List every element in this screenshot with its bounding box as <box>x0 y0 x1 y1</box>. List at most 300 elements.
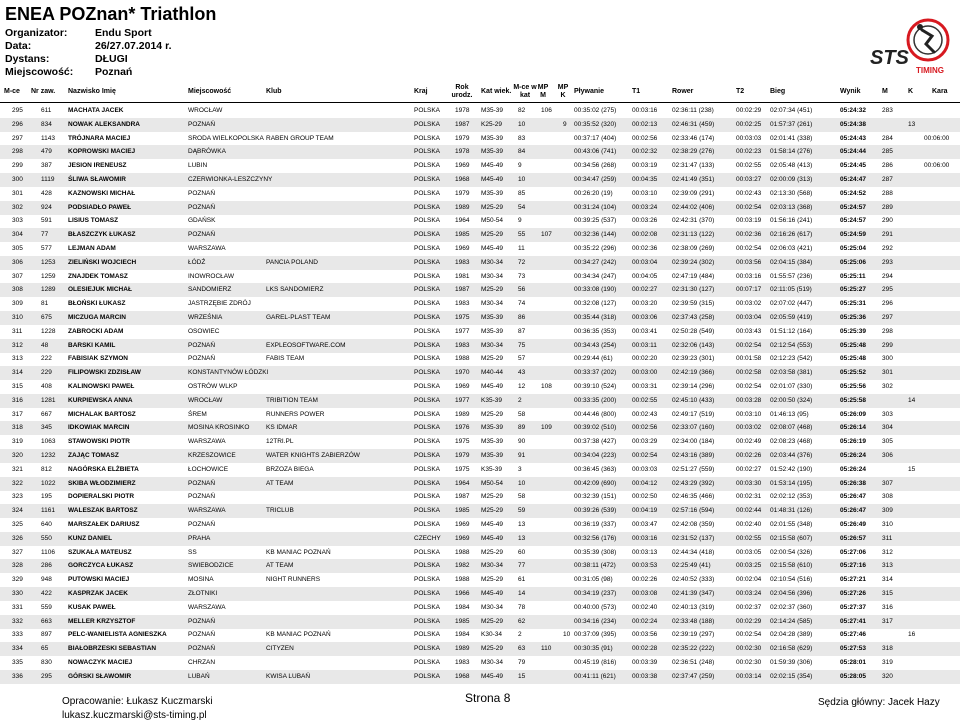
cell-result: 05:25:04 <box>840 245 867 252</box>
cell-place: 309 <box>12 300 23 308</box>
cell-club: 12TRI.PL <box>266 438 294 446</box>
cell-country: POLSKA <box>414 465 441 473</box>
cell-cat: K25-29 <box>481 120 502 128</box>
cell-catpos: 85 <box>518 189 526 197</box>
table-row <box>0 601 960 615</box>
table-row <box>0 477 960 491</box>
cell-m: 318 <box>882 645 893 653</box>
col-name: Nazwisko Imię <box>68 88 116 95</box>
cell-catpos: 74 <box>518 300 526 308</box>
cell-bike: 02:41:49 (351) <box>672 176 715 183</box>
table-row <box>0 642 960 656</box>
cell-m: 295 <box>882 286 893 294</box>
cell-run: 01:53:14 (195) <box>770 479 813 487</box>
cell-result: 05:25:48 <box>840 341 867 349</box>
cell-born: 1987 <box>455 120 470 128</box>
cell-run: 02:02:12 (353) <box>770 493 813 501</box>
cell-m: 311 <box>882 534 893 542</box>
col-t2: T2 <box>736 88 745 95</box>
cell-city: KRZESZOWICE <box>188 452 236 459</box>
cell-cat: M30-34 <box>481 659 504 666</box>
cell-country: POLSKA <box>414 645 441 653</box>
cell-born: 1989 <box>455 203 470 211</box>
prepared-by: Opracowanie: Łukasz Kuczmarski <box>62 696 213 707</box>
cell-city: SANDOMIERZ <box>188 286 232 294</box>
cell-result: 05:26:49 <box>840 521 867 528</box>
cell-swim: 00:39:26 (539) <box>574 507 617 515</box>
cell-city: KONSTANTYNÓW ŁÓDZKI <box>188 369 269 377</box>
cell-m: 293 <box>882 258 893 266</box>
cell-club: RABEN GROUP TEAM <box>266 134 334 142</box>
cell-run: 02:12:54 (553) <box>770 341 813 349</box>
cell-country: POLSKA <box>414 548 441 556</box>
cell-result: 05:24:32 <box>840 107 867 114</box>
cell-catpos: 14 <box>518 590 526 597</box>
cell-t2: 00:03:25 <box>736 562 762 570</box>
table-row <box>0 656 960 670</box>
cell-mp-m: 106 <box>541 107 552 114</box>
table-row <box>0 352 960 366</box>
cell-bib: 1281 <box>41 396 56 404</box>
cell-run: 02:14:24 (585) <box>770 617 813 625</box>
cell-m: 283 <box>882 107 893 114</box>
cell-country: POLSKA <box>414 162 441 170</box>
cell-country: POLSKA <box>414 314 441 321</box>
cell-bib: 675 <box>41 314 52 321</box>
cell-place: 331 <box>12 603 23 611</box>
cell-country: POLSKA <box>414 245 441 252</box>
cell-t2: 00:03:19 <box>736 217 762 225</box>
cell-name: PODSIADŁO PAWEŁ <box>68 203 132 211</box>
cell-cat: M45-49 <box>481 672 504 680</box>
cell-place: 302 <box>12 203 23 211</box>
cell-catpos: 9 <box>518 217 522 225</box>
cell-bike: 02:45:10 (433) <box>672 396 715 404</box>
cell-run: 02:07:34 (451) <box>770 107 813 114</box>
cell-result: 05:25:56 <box>840 383 867 390</box>
cell-name: KURPIEWSKA ANNA <box>68 396 133 404</box>
cell-result: 05:24:59 <box>840 231 867 239</box>
cell-club: AT TEAM <box>266 479 294 487</box>
cell-catpos: 13 <box>518 521 526 528</box>
cell-run: 02:01:41 (338) <box>770 134 813 142</box>
table-row <box>0 242 960 256</box>
cell-cat: M35-39 <box>481 438 504 446</box>
cell-born: 1969 <box>455 534 470 542</box>
cell-catpos: 11 <box>518 245 525 252</box>
table-row <box>0 421 960 435</box>
cell-place: 304 <box>12 231 23 239</box>
cell-t1: 00:02:20 <box>632 355 658 363</box>
table-row <box>0 615 960 629</box>
cell-cat: M45-49 <box>481 245 504 252</box>
cell-bike: 02:46:31 (459) <box>672 120 715 128</box>
cell-result: 05:24:38 <box>840 120 867 128</box>
cell-bike: 02:57:16 (594) <box>672 507 715 515</box>
cell-born: 1979 <box>455 134 470 142</box>
col-cat: Kat wiek. <box>481 88 512 95</box>
cell-name: WALESZAK BARTOSZ <box>68 507 138 515</box>
table-row <box>0 559 960 573</box>
cell-m: 306 <box>882 452 893 459</box>
cell-cat: M50-54 <box>481 217 504 225</box>
cell-country: POLSKA <box>414 231 441 239</box>
logo-subtext: TIMING <box>916 66 944 75</box>
cell-cat: M45-49 <box>481 521 504 528</box>
cell-swim: 00:44:46 (800) <box>574 410 617 418</box>
cell-run: 02:12:23 (542) <box>770 355 813 363</box>
cell-t1: 00:03:08 <box>632 590 658 597</box>
cell-place: 315 <box>12 383 23 390</box>
table-row <box>0 228 960 242</box>
cell-m: 316 <box>882 603 893 611</box>
cell-club: KB MANIAC POZNAŃ <box>266 548 331 556</box>
cell-bib: 1161 <box>41 507 55 515</box>
cell-run: 02:15:58 (610) <box>770 562 813 570</box>
cell-club: EXPLEOSOFTWARE.COM <box>266 341 346 349</box>
cell-bib: 834 <box>41 120 52 128</box>
cell-country: POLSKA <box>414 189 441 197</box>
cell-catpos: 59 <box>518 507 526 515</box>
header-divider <box>0 102 960 103</box>
cell-result: 05:24:57 <box>840 203 867 211</box>
cell-t1: 00:03:26 <box>632 217 658 225</box>
cell-catpos: 86 <box>518 314 526 321</box>
cell-m: 285 <box>882 148 893 156</box>
cell-run: 02:06:03 (421) <box>770 245 813 252</box>
cell-bike: 02:25:49 (41) <box>672 562 711 570</box>
cell-place: 305 <box>12 245 23 252</box>
cell-swim: 00:31:05 (98) <box>574 576 613 584</box>
cell-t2: 00:02:54 <box>736 631 762 639</box>
cell-catpos: 75 <box>518 341 526 349</box>
cell-city: INOWROCŁAW <box>188 272 234 280</box>
cell-bib: 1289 <box>41 286 56 294</box>
cell-catpos: 55 <box>518 231 526 239</box>
table-row <box>0 504 960 518</box>
cell-city: WRZEŚNIA <box>188 314 223 321</box>
cell-country: POLSKA <box>414 120 441 128</box>
cell-born: 1966 <box>455 590 470 597</box>
cell-bib: 830 <box>41 659 52 666</box>
cell-name: FABISIAK SZYMON <box>68 355 128 363</box>
cell-city: POZNAŃ <box>188 231 216 239</box>
table-row <box>0 132 960 146</box>
cell-run: 02:03:44 (376) <box>770 452 813 459</box>
cell-run: 02:03:58 (381) <box>770 369 813 377</box>
table-row <box>0 256 960 270</box>
cell-name: NOWACZYK MACIEJ <box>68 659 133 666</box>
cell-bib: 77 <box>41 231 49 239</box>
table-row <box>0 670 960 684</box>
col-club: Klub <box>266 88 282 95</box>
cell-swim: 00:40:00 (573) <box>574 603 617 611</box>
cell-swim: 00:32:56 (176) <box>574 534 617 542</box>
city-value: Poznań <box>95 66 133 78</box>
cell-result: 05:27:21 <box>840 576 867 584</box>
cell-bib: 667 <box>41 410 52 418</box>
cell-m: 298 <box>882 327 893 335</box>
cell-result: 05:27:46 <box>840 631 867 639</box>
cell-born: 1985 <box>455 231 470 239</box>
col-nr: Nr zaw. <box>31 88 56 95</box>
cell-name: KALINOWSKI PAWEŁ <box>68 383 135 390</box>
cell-born: 1985 <box>455 507 470 515</box>
cell-country: POLSKA <box>414 134 441 142</box>
cell-run: 02:10:54 (516) <box>770 576 813 584</box>
cell-t1: 00:02:36 <box>632 245 658 252</box>
cell-cat: M25-29 <box>481 645 504 653</box>
cell-bib: 577 <box>41 245 52 252</box>
cell-swim: 00:37:38 (427) <box>574 438 617 446</box>
cell-t2: 00:03:27 <box>736 176 762 183</box>
date-value: 26/27.07.2014 r. <box>95 40 172 52</box>
cell-name: BŁASZCZYK ŁUKASZ <box>68 231 136 239</box>
cell-born: 1969 <box>455 245 470 252</box>
cell-city: DĄBRÓWKA <box>188 148 226 156</box>
cell-catpos: 79 <box>518 659 526 666</box>
cell-name: NAGÓRSKA ELŻBIETA <box>68 465 139 473</box>
cell-catpos: 87 <box>518 327 526 335</box>
cell-swim: 00:41:11 (621) <box>574 672 616 680</box>
cell-run: 02:01:07 (330) <box>770 383 813 390</box>
cell-swim: 00:32:39 (151) <box>574 493 617 501</box>
cell-place: 307 <box>12 272 23 280</box>
cell-place: 321 <box>12 465 23 473</box>
cell-bike: 02:46:35 (466) <box>672 493 715 501</box>
cell-t2: 00:03:14 <box>736 672 762 680</box>
table-row <box>0 518 960 532</box>
cell-bike: 02:38:29 (276) <box>672 148 715 156</box>
cell-bib: 1119 <box>41 176 55 183</box>
cell-city: WROCŁAW <box>188 107 223 114</box>
cell-t1: 00:03:06 <box>632 314 658 321</box>
col-run: Bieg <box>770 88 786 95</box>
cell-result: 05:25:48 <box>840 355 867 363</box>
cell-city: PRAHA <box>188 534 211 542</box>
date-label: Data: <box>5 40 32 52</box>
cell-bib: 812 <box>41 465 52 473</box>
cell-swim: 00:34:27 (242) <box>574 258 617 266</box>
cell-catpos: 58 <box>518 493 526 501</box>
cell-result: 05:28:01 <box>840 659 867 666</box>
cell-t2: 00:02:54 <box>736 383 762 390</box>
cell-born: 1987 <box>455 493 470 501</box>
cell-bike: 02:39:23 (301) <box>672 355 715 363</box>
cell-result: 05:27:06 <box>840 548 867 556</box>
cell-cat: M35-39 <box>481 327 504 335</box>
cell-born: 1976 <box>455 424 470 432</box>
cell-born: 1978 <box>455 107 470 114</box>
cell-t1: 00:02:40 <box>632 603 658 611</box>
cell-city: POZNAŃ <box>188 189 216 197</box>
cell-catpos: 2 <box>518 396 522 404</box>
cell-t2: 00:02:49 <box>736 438 762 446</box>
cell-m: 299 <box>882 341 893 349</box>
cell-bike: 02:33:07 (160) <box>672 424 715 432</box>
cell-run: 02:03:13 (368) <box>770 203 813 211</box>
cell-place: 317 <box>12 410 23 418</box>
cell-city: OSOWIEC <box>188 327 220 335</box>
cell-result: 05:24:43 <box>840 134 867 142</box>
cell-m: 312 <box>882 548 893 556</box>
cell-club: WATER KNIGHTS ZABIERZÓW <box>266 452 360 459</box>
cell-club: PANCIA POLAND <box>266 258 318 266</box>
cell-t1: 00:03:04 <box>632 258 658 266</box>
cell-club: LKS SANDOMIERZ <box>266 286 324 294</box>
cell-t2: 00:02:31 <box>736 493 762 501</box>
cell-catpos: 58 <box>518 410 526 418</box>
cell-cat: M30-34 <box>481 603 504 611</box>
cell-result: 05:24:57 <box>840 217 867 225</box>
cell-bib: 1063 <box>41 438 56 446</box>
cell-club: KB MANIAC POZNAŃ <box>266 631 331 639</box>
cell-bib: 195 <box>41 493 52 501</box>
cell-t1: 00:04:35 <box>632 176 658 183</box>
cell-name: IDKOWIAK MARCIN <box>68 424 130 432</box>
cell-m: 305 <box>882 438 893 446</box>
cell-cat: M35-39 <box>481 452 504 459</box>
table-row <box>0 394 960 408</box>
cell-cat: M45-49 <box>481 176 504 183</box>
cell-mp-k: 10 <box>563 631 571 639</box>
cell-bike: 02:42:31 (370) <box>672 217 715 225</box>
cell-t1: 00:03:41 <box>632 327 658 335</box>
cell-name: MACHATA JACEK <box>68 107 124 114</box>
cell-place: 322 <box>12 479 23 487</box>
cell-city: SWIEBODZICE <box>188 562 234 570</box>
cell-m: 309 <box>882 507 893 515</box>
cell-result: 05:26:38 <box>840 479 867 487</box>
cell-name: ZNAJDEK TOMASZ <box>68 272 128 280</box>
cell-city: LUBAŃ <box>188 672 210 680</box>
cell-result: 05:26:57 <box>840 534 867 542</box>
table-row <box>0 366 960 380</box>
cell-bib: 1228 <box>41 327 56 335</box>
cell-bike: 02:39:14 (296) <box>672 383 715 390</box>
cell-place: 327 <box>12 548 23 556</box>
cell-place: 320 <box>12 452 23 459</box>
cell-m: 297 <box>882 314 893 321</box>
cell-cat: M35-39 <box>481 314 504 321</box>
cell-name: KAZNOWSKI MICHAŁ <box>68 189 136 197</box>
cell-name: BIAŁOBRZESKI SEBASTIAN <box>68 645 157 653</box>
cell-cat: K35-39 <box>481 465 502 473</box>
cell-name: GORCZYCA ŁUKASZ <box>68 562 134 570</box>
cell-born: 1981 <box>455 272 470 280</box>
cell-name: NOWAK ALEKSANDRA <box>68 120 140 128</box>
cell-m: 287 <box>882 176 893 183</box>
cell-born: 1988 <box>455 355 470 363</box>
cell-m: 310 <box>882 521 893 528</box>
cell-t2: 00:03:02 <box>736 300 762 308</box>
cell-t1: 00:02:24 <box>632 617 658 625</box>
cell-catpos: 78 <box>518 603 526 611</box>
cell-bib: 1022 <box>41 479 56 487</box>
cell-t1: 00:02:32 <box>632 148 658 156</box>
cell-cat: M25-29 <box>481 231 504 239</box>
cell-t2: 00:02:25 <box>736 120 762 128</box>
cell-t2: 00:02:54 <box>736 341 762 349</box>
cell-name: MARSZAŁEK DARIUSZ <box>68 521 140 528</box>
cell-born: 1978 <box>455 148 470 156</box>
cell-swim: 00:33:08 (190) <box>574 286 617 294</box>
cell-place: 301 <box>12 189 23 197</box>
cell-catpos: 90 <box>518 438 526 446</box>
table-row <box>0 435 960 449</box>
organizer-label: Organizator: <box>5 27 68 39</box>
cell-name: DOPIERALSKI PIOTR <box>68 493 135 501</box>
cell-name: MICHALAK BARTOSZ <box>68 410 136 418</box>
cell-bib: 559 <box>41 603 52 611</box>
cell-t1: 00:02:56 <box>632 134 658 142</box>
cell-place: 296 <box>12 120 23 128</box>
cell-cat: M30-34 <box>481 341 504 349</box>
cell-t2: 00:02:55 <box>736 534 762 542</box>
cell-t1: 00:03:16 <box>632 107 658 114</box>
cell-catpos: 10 <box>518 176 526 183</box>
cell-bike: 02:31:13 (122) <box>672 231 715 239</box>
cell-place: 334 <box>12 645 23 653</box>
cell-country: POLSKA <box>414 590 441 597</box>
cell-t2: 00:02:29 <box>736 107 762 114</box>
table-row <box>0 546 960 560</box>
cell-place: 329 <box>12 576 23 584</box>
table-row <box>0 297 960 311</box>
cell-name: TRÓJNARA MACIEJ <box>68 134 131 142</box>
cell-bib: 479 <box>41 148 52 156</box>
cell-place: 328 <box>12 562 23 570</box>
cell-country: POLSKA <box>414 603 441 611</box>
cell-name: KASPRZAK JACEK <box>68 590 128 597</box>
cell-catpos: 15 <box>518 672 526 680</box>
cell-bib: 948 <box>41 576 52 584</box>
table-row <box>0 118 960 132</box>
col-mce: M-ce <box>4 88 20 95</box>
cell-run: 01:59:39 (306) <box>770 659 813 666</box>
cell-t1: 00:04:19 <box>632 507 658 515</box>
cell-cat: K35-39 <box>481 396 502 404</box>
cell-country: POLSKA <box>414 176 441 183</box>
cell-catpos: 63 <box>518 645 526 653</box>
cell-born: 1968 <box>455 176 470 183</box>
cell-born: 1969 <box>455 521 470 528</box>
cell-country: POLSKA <box>414 672 441 680</box>
cell-t1: 00:03:47 <box>632 521 658 528</box>
cell-born: 1987 <box>455 286 470 294</box>
cell-cat: M25-29 <box>481 203 504 211</box>
cell-swim: 00:32:08 (127) <box>574 300 617 308</box>
cell-t1: 00:02:54 <box>632 452 658 459</box>
cell-cat: M35-39 <box>481 424 504 432</box>
cell-bib: 65 <box>41 645 49 653</box>
cell-run: 02:08:23 (468) <box>770 438 813 446</box>
cell-name: SKIBA WŁODZIMIERZ <box>68 479 136 487</box>
cell-bike: 02:44:02 (406) <box>672 203 715 211</box>
cell-cat: M45-49 <box>481 162 504 170</box>
cell-country: POLSKA <box>414 562 441 570</box>
cell-club: KWISA LUBAŃ <box>266 672 311 680</box>
cell-catpos: 2 <box>518 631 522 639</box>
cell-m: 315 <box>882 590 893 597</box>
cell-place: 314 <box>12 369 23 377</box>
cell-club: KS IDMAR <box>266 424 298 432</box>
cell-country: POLSKA <box>414 631 441 639</box>
cell-t2: 00:03:28 <box>736 396 762 404</box>
cell-swim: 00:35:39 (308) <box>574 548 617 556</box>
cell-run: 01:52:42 (190) <box>770 465 813 473</box>
cell-city: WARSZAWA <box>188 507 226 515</box>
